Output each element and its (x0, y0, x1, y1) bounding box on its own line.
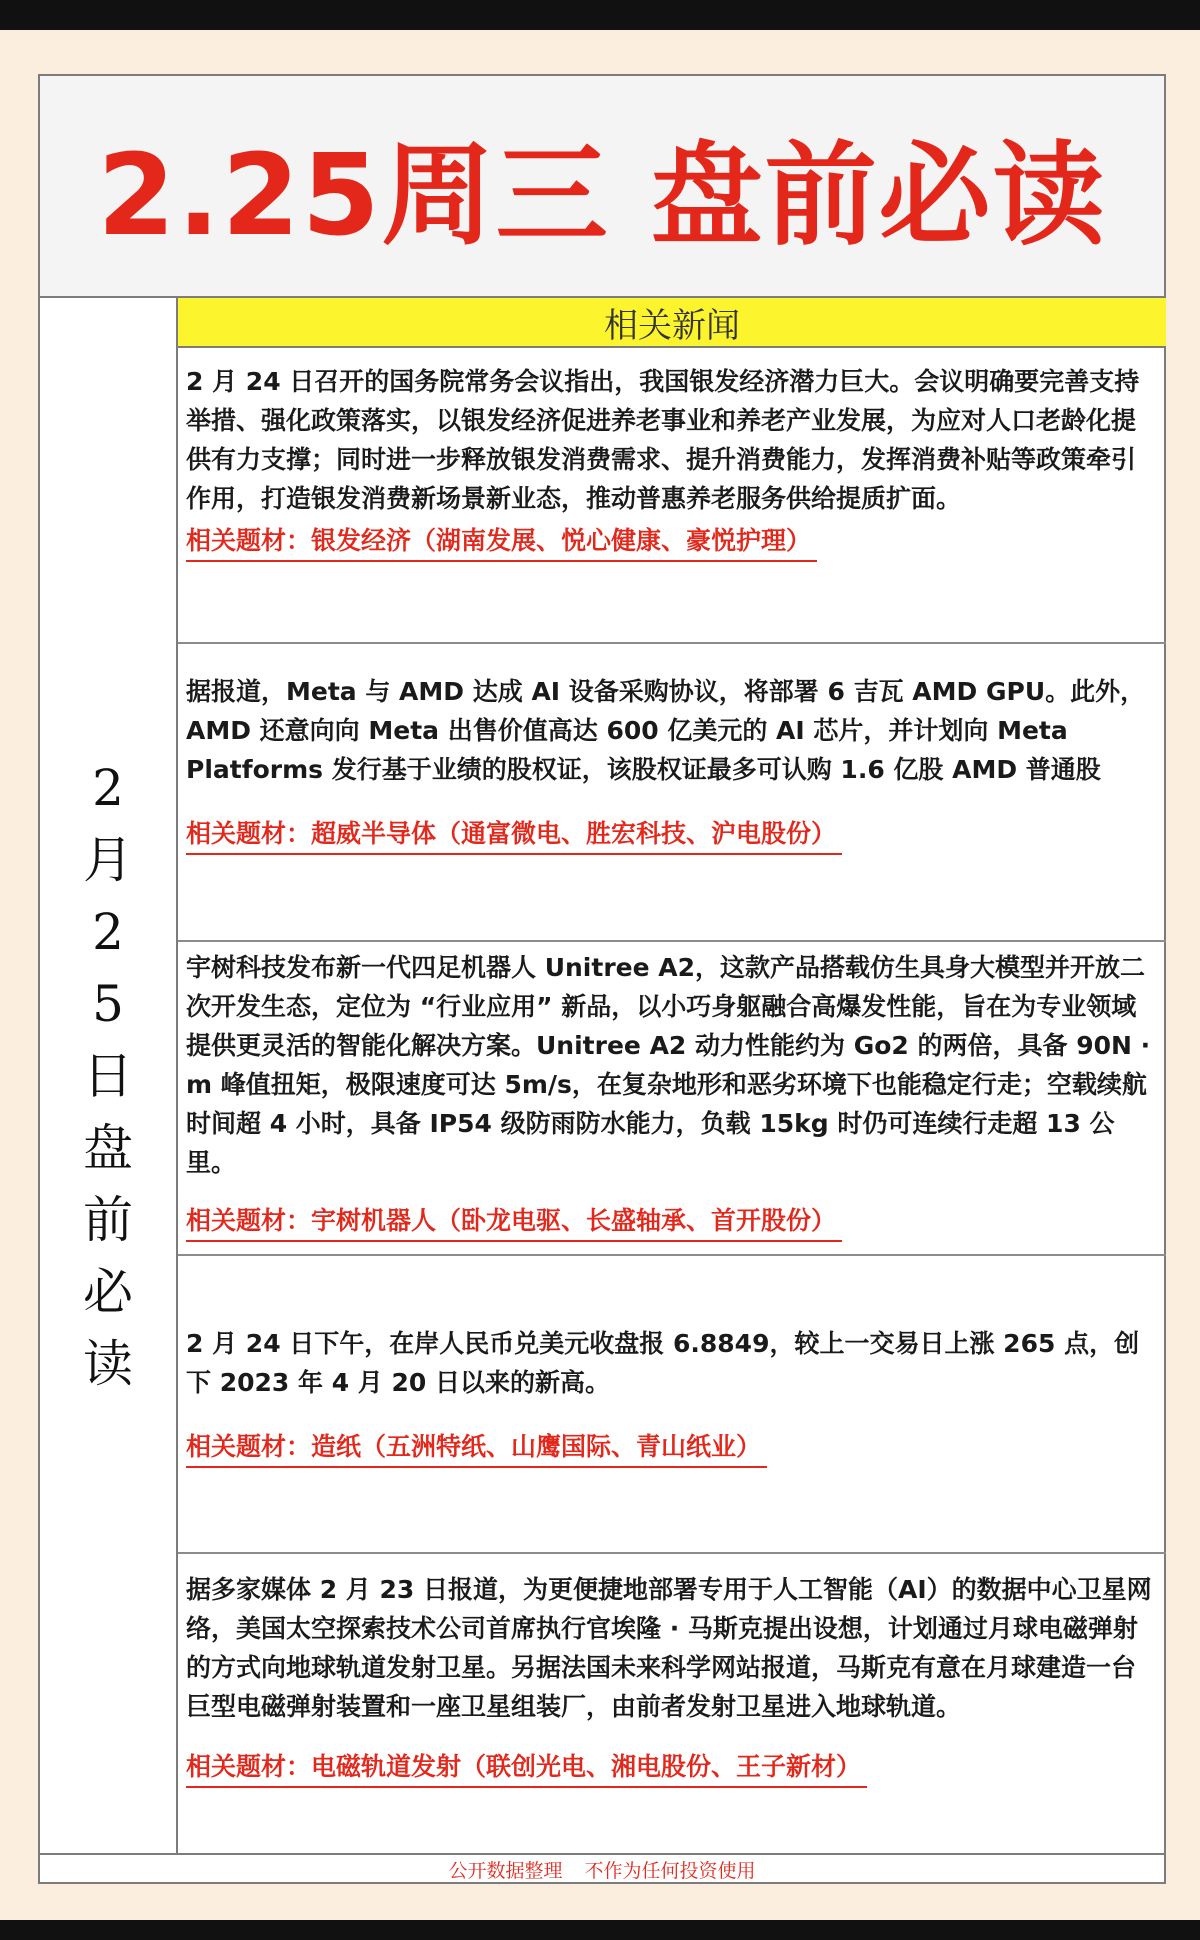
related-topic: 相关题材：造纸（五洲特纸、山鹰国际、青山纸业） (186, 1428, 767, 1468)
footer-disclaimer: 公开数据整理 不作为任何投资使用 (40, 1853, 1164, 1884)
side-char: 月 (83, 830, 133, 889)
related-topic: 相关题材：超威半导体（通富微电、胜宏科技、沪电股份） (186, 815, 842, 855)
news-text: 宇树科技发布新一代四足机器人 Unitree A2，这款产品搭载仿生具身大模型并开放二次开发生态，定位为 “行业应用” 新品，以小巧身躯融合高爆发性能，旨在为专业领域提供更灵活的智能化解决方案。Unitree A2 动力性能约为 Go2 的两倍，具备 90N · m 峰值扭矩，极限速度可达 5m/s，在复杂地形和恶劣环境下也能稳定行走；空载续航时间超 4 小时，具备 IP54 级防雨防水能力，负载 15kg 时仍可连续行走超 13 公里。 (186, 953, 1151, 1177)
related-topic: 相关题材：电磁轨道发射（联创光电、湘电股份、王子新材） (186, 1748, 867, 1788)
news-column (178, 298, 1166, 1853)
side-char: 盘 (83, 1118, 133, 1177)
news-item (178, 644, 1166, 942)
related-topic: 相关题材：宇树机器人（卧龙电驱、长盛轴承、首开股份） (186, 1202, 842, 1242)
side-char: 读 (83, 1334, 133, 1393)
side-char: 5 (92, 974, 124, 1033)
section-header: 相关新闻 (178, 298, 1166, 348)
side-char: 日 (83, 1046, 133, 1105)
side-char: 前 (83, 1190, 133, 1249)
news-item (178, 942, 1166, 1256)
page-title: 2.25周三 盘前必读 (40, 76, 1164, 298)
side-date-column (40, 298, 178, 1853)
news-item (178, 1554, 1166, 1853)
side-char: 必 (83, 1262, 133, 1321)
news-item (178, 1256, 1166, 1554)
news-text: 2 月 24 日下午，在岸人民币兑美元收盘报 6.8849，较上一交易日上涨 265 点，创下 2023 年 4 月 20 日以来的新高。 (186, 1329, 1140, 1397)
top-black-bar (0, 0, 1200, 30)
news-text: 据多家媒体 2 月 23 日报道，为更便捷地部署专用于人工智能（AI）的数据中心卫星网络，美国太空探索技术公司首席执行官埃隆 · 马斯克提出设想，计划通过月球电磁弹射的方式向地球轨道发射卫星。另据法国未来科学网站报道，马斯克有意在月球建造一台巨型电磁弹射装置和一座卫星组装厂，由前者发射卫星进入地球轨道。 (186, 1575, 1152, 1721)
news-text: 据报道，Meta 与 AMD 达成 AI 设备采购协议，将部署 6 吉瓦 AMD GPU。此外，AMD 还意向向 Meta 出售价值高达 600 亿美元的 AI 芯片，并计划向 Meta Platforms 发行基于业绩的股权证，该股权证最多可认购 1.6 亿股 AMD 普通股 (186, 677, 1146, 784)
news-sheet (38, 74, 1166, 1884)
news-text: 2 月 24 日召开的国务院常务会议指出，我国银发经济潜力巨大。会议明确要完善支持举措、强化政策落实，以银发经济促进养老事业和养老产业发展，为应对人口老龄化提供有力支撑；同时进一步释放银发消费需求、提升消费能力，发挥消费补贴等政策牵引作用，打造银发消费新场景新业态，推动普惠养老服务供给提质扩面。 (186, 367, 1140, 513)
bottom-black-bar (0, 1920, 1200, 1940)
news-item (178, 348, 1166, 644)
related-topic: 相关题材：银发经济（湖南发展、悦心健康、豪悦护理） (186, 522, 817, 562)
side-char: 2 (92, 902, 124, 961)
side-char: 2 (92, 758, 124, 817)
